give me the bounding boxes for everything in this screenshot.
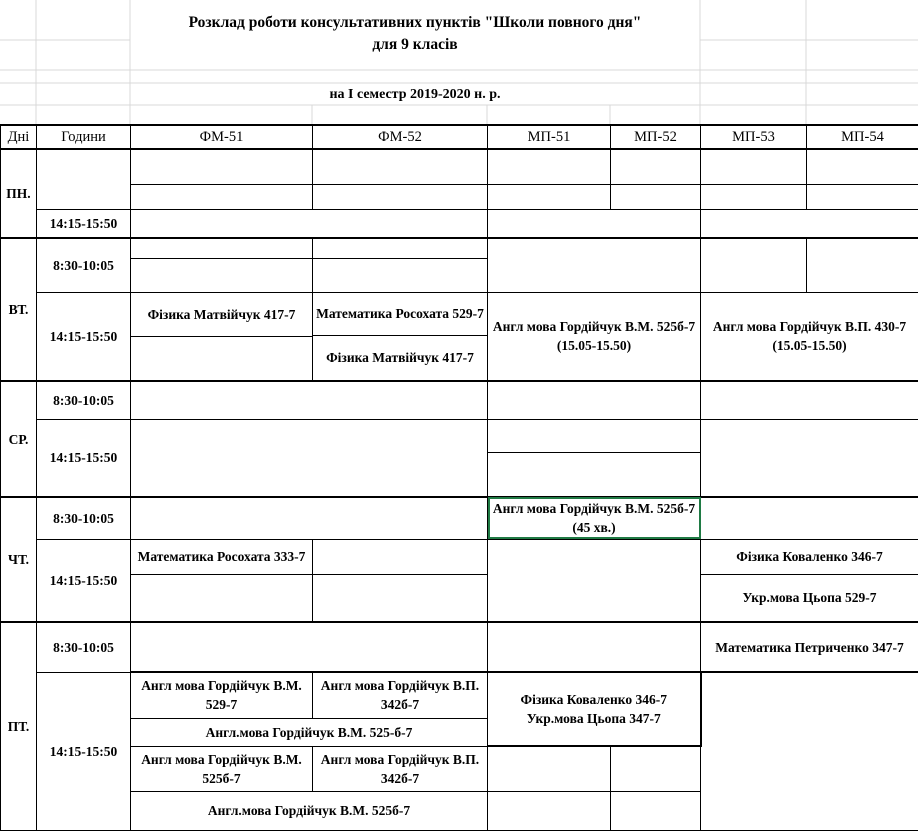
lesson-fri-mp51-52[interactable] xyxy=(488,672,701,746)
time-afternoon: 14:15-15:50 xyxy=(37,292,131,381)
schedule-cell[interactable] xyxy=(807,149,918,184)
schedule-cell[interactable] xyxy=(488,149,611,184)
header-group-mp52: МП-52 xyxy=(611,125,701,149)
day-monday: ПН. xyxy=(1,149,37,238)
time-afternoon: 14:15-15:50 xyxy=(37,419,131,497)
schedule-cell[interactable] xyxy=(488,539,701,622)
lesson-fri-mp51-52-line2: Укр.мова Цьопа 347-7 xyxy=(526,711,661,726)
time-morning: 8:30-10:05 xyxy=(37,381,131,419)
schedule-cell[interactable] xyxy=(488,622,701,672)
schedule-cell[interactable] xyxy=(131,497,488,539)
schedule-cell[interactable] xyxy=(313,238,488,258)
title-line-2: для 9 класів xyxy=(372,36,458,53)
lesson-fri-mp53-54-morning[interactable]: Математика Петриченко 347-7 xyxy=(701,622,918,672)
time-afternoon: 14:15-15:50 xyxy=(37,209,131,238)
schedule-cell[interactable] xyxy=(131,381,488,419)
schedule-cell[interactable] xyxy=(611,746,701,791)
lesson-thu-mp51-52[interactable]: Англ мова Гордійчук В.М. 525б-7 (45 хв.) xyxy=(488,497,701,539)
lesson-fri-fm51-52-d[interactable]: Англ.мова Гордійчук В.М. 525б-7 xyxy=(131,791,488,830)
schedule-cell[interactable] xyxy=(313,539,488,574)
header-group-mp54: МП-54 xyxy=(807,125,918,149)
schedule-cell[interactable] xyxy=(131,149,313,184)
semester-label: на І семестр 2019-2020 н. р. xyxy=(329,87,501,102)
header-days: Дні xyxy=(1,125,37,149)
schedule-cell[interactable] xyxy=(488,209,701,238)
schedule-cell[interactable] xyxy=(701,672,918,830)
schedule-cell[interactable] xyxy=(611,184,701,209)
day-friday: ПТ. xyxy=(1,622,37,830)
schedule-cell[interactable] xyxy=(701,184,807,209)
schedule-cell[interactable] xyxy=(488,452,701,497)
lesson-tue-fm51[interactable]: Фізика Матвійчук 417-7 xyxy=(131,292,313,336)
header-group-mp53: МП-53 xyxy=(701,125,807,149)
schedule-cell[interactable] xyxy=(313,258,488,292)
day-wednesday: СР. xyxy=(1,381,37,497)
schedule-table xyxy=(0,124,918,831)
lesson-tue-fm52-b[interactable]: Фізика Матвійчук 417-7 xyxy=(313,335,488,381)
header-group-fm52: ФМ-52 xyxy=(313,125,488,149)
lesson-fri-fm52-a[interactable]: Англ мова Гордійчук В.П. 342б-7 xyxy=(313,672,488,718)
schedule-cell[interactable] xyxy=(701,419,918,497)
schedule-cell[interactable] xyxy=(131,209,488,238)
time-morning: 8:30-10:05 xyxy=(37,622,131,672)
schedule-cell[interactable] xyxy=(701,497,918,539)
schedule-cell[interactable] xyxy=(488,238,701,292)
schedule-cell[interactable] xyxy=(313,149,488,184)
schedule-cell[interactable] xyxy=(131,336,313,381)
schedule-cell[interactable] xyxy=(488,381,701,419)
time-morning: 8:30-10:05 xyxy=(37,497,131,539)
lesson-thu-mp53-54-a[interactable]: Фізика Коваленко 346-7 xyxy=(701,539,918,574)
schedule-cell[interactable] xyxy=(313,574,488,622)
schedule-cell[interactable] xyxy=(488,419,701,452)
lesson-tue-fm52-a[interactable]: Математика Росохата 529-7 xyxy=(313,292,488,335)
time-morning: 8:30-10:05 xyxy=(37,238,131,292)
lesson-fri-fm51-c[interactable]: Англ мова Гордійчук В.М. 525б-7 xyxy=(131,746,313,791)
schedule-cell[interactable] xyxy=(313,184,488,209)
lesson-fri-fm51-52-b[interactable]: Англ.мова Гордійчук В.М. 525-б-7 xyxy=(131,718,488,746)
lesson-tue-mp53-54[interactable]: Англ мова Гордійчук В.П. 430-7 (15.05-15.50) xyxy=(701,292,918,381)
schedule-cell[interactable] xyxy=(488,791,611,830)
schedule-cell[interactable] xyxy=(488,746,611,791)
schedule-cell[interactable] xyxy=(807,238,918,292)
schedule-cell[interactable] xyxy=(131,419,488,497)
schedule-cell[interactable] xyxy=(131,574,313,622)
time-afternoon: 14:15-15:50 xyxy=(37,672,131,830)
header-group-mp51: МП-51 xyxy=(488,125,611,149)
header-hours: Години xyxy=(37,125,131,149)
schedule-cell[interactable] xyxy=(131,622,488,672)
schedule-cell[interactable] xyxy=(611,149,701,184)
lesson-thu-mp53-54-b[interactable]: Укр.мова Цьопа 529-7 xyxy=(701,574,918,622)
lesson-thu-fm51[interactable]: Математика Росохата 333-7 xyxy=(131,539,313,574)
schedule-cell[interactable] xyxy=(701,209,918,238)
header-group-fm51: ФМ-51 xyxy=(131,125,313,149)
schedule-cell[interactable] xyxy=(701,149,807,184)
lesson-fri-fm52-c[interactable]: Англ мова Гордійчук В.П. 342б-7 xyxy=(313,746,488,791)
schedule-cell[interactable] xyxy=(488,184,611,209)
schedule-cell[interactable] xyxy=(131,184,313,209)
day-tuesday: ВТ. xyxy=(1,238,37,381)
schedule-cell[interactable] xyxy=(701,238,807,292)
title-line-1: Розклад роботи консультативних пунктів "Школи повного дня" xyxy=(188,14,642,31)
schedule-cell[interactable] xyxy=(807,184,918,209)
time-cell xyxy=(37,149,131,209)
lesson-fri-fm51-a[interactable]: Англ мова Гордійчук В.М. 529-7 xyxy=(131,672,313,718)
lesson-fri-mp51-52-line1: Фізика Коваленко 346-7 xyxy=(520,692,667,707)
schedule-cell[interactable] xyxy=(701,381,918,419)
lesson-tue-mp51-52[interactable]: Англ мова Гордійчук В.М. 525б-7 (15.05-15.50) xyxy=(488,292,701,381)
schedule-cell[interactable] xyxy=(611,791,701,830)
day-thursday: ЧТ. xyxy=(1,497,37,622)
schedule-cell[interactable] xyxy=(131,238,313,258)
time-afternoon: 14:15-15:50 xyxy=(37,539,131,622)
schedule-title xyxy=(130,12,700,56)
schedule-cell[interactable] xyxy=(131,258,313,292)
